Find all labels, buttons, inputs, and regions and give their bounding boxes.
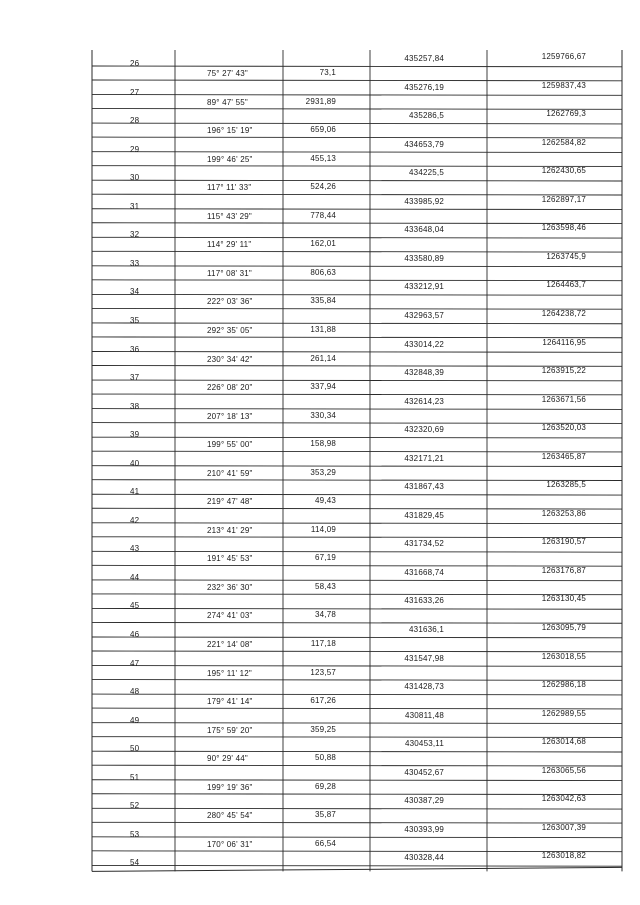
coordinate-y: 1259766,67 bbox=[541, 52, 586, 61]
segment-length: 455,13 bbox=[310, 153, 336, 163]
coordinate-y: 1263598,46 bbox=[541, 223, 586, 233]
direction-angle: 117° 08' 31" bbox=[207, 268, 252, 278]
coordinate-x: 432614,23 bbox=[404, 396, 444, 406]
direction-angle: 221° 14' 08" bbox=[207, 640, 253, 649]
point-number: 38 bbox=[130, 401, 140, 411]
coordinate-x: 430387,29 bbox=[404, 796, 444, 806]
point-number: 50 bbox=[130, 744, 140, 754]
point-number: 28 bbox=[130, 116, 140, 126]
coordinate-x: 430811,48 bbox=[404, 710, 444, 720]
direction-angle: 213° 41' 29" bbox=[207, 525, 253, 535]
point-number: 30 bbox=[130, 173, 140, 183]
point-number: 45 bbox=[130, 601, 140, 611]
coordinate-y: 1262769,3 bbox=[546, 109, 586, 119]
row-divider bbox=[92, 251, 622, 252]
segment-length: 131,88 bbox=[310, 324, 336, 334]
coordinate-y: 1262430,65 bbox=[541, 166, 586, 176]
coordinate-x: 431547,98 bbox=[404, 653, 444, 663]
point-number: 51 bbox=[130, 772, 140, 782]
segment-length: 778,44 bbox=[310, 210, 336, 220]
coordinate-y: 1264463,7 bbox=[546, 280, 586, 290]
row-divider bbox=[92, 723, 622, 724]
coordinate-x: 431428,73 bbox=[404, 682, 444, 692]
coordinate-y: 1263285,5 bbox=[546, 480, 586, 490]
row-divider bbox=[92, 480, 622, 481]
row-divider bbox=[92, 294, 622, 295]
point-number: 42 bbox=[130, 515, 140, 525]
coordinate-x: 435286,5 bbox=[409, 111, 444, 121]
row-divider bbox=[92, 751, 622, 752]
point-number: 40 bbox=[130, 458, 140, 468]
segment-length: 617,26 bbox=[310, 696, 336, 706]
row-divider bbox=[92, 152, 622, 153]
segment-length: 58,43 bbox=[314, 581, 336, 591]
row-divider bbox=[92, 865, 622, 866]
direction-angle: 210° 41' 59" bbox=[207, 468, 253, 478]
segment-length: 806,63 bbox=[310, 267, 336, 277]
segment-length: 69,28 bbox=[314, 781, 336, 791]
coordinate-x: 433212,91 bbox=[404, 282, 444, 292]
segment-length: 2931,89 bbox=[305, 96, 336, 106]
point-number: 37 bbox=[130, 373, 140, 383]
segment-length: 50,88 bbox=[314, 753, 336, 763]
coordinate-y: 1263190,57 bbox=[541, 537, 586, 547]
coordinate-x: 430453,11 bbox=[404, 739, 444, 749]
row-divider bbox=[92, 123, 622, 124]
direction-angle: 292° 35' 05" bbox=[207, 325, 253, 335]
coordinate-y: 1262986,18 bbox=[541, 680, 586, 690]
coordinate-y: 1263745,9 bbox=[546, 251, 586, 261]
coordinate-y: 1262584,82 bbox=[541, 137, 586, 147]
point-number: 41 bbox=[130, 487, 140, 497]
row-divider bbox=[92, 437, 622, 438]
point-number: 26 bbox=[130, 59, 140, 68]
segment-length: 49,43 bbox=[314, 496, 336, 506]
row-divider bbox=[92, 637, 622, 638]
row-divider bbox=[92, 780, 622, 781]
segment-length: 34,78 bbox=[314, 610, 336, 620]
segment-length: 117,18 bbox=[310, 639, 336, 648]
coordinate-y: 1263042,63 bbox=[541, 794, 586, 804]
segment-length: 330,34 bbox=[310, 410, 336, 420]
segment-length: 35,87 bbox=[314, 810, 336, 820]
row-divider bbox=[92, 580, 622, 581]
row-divider bbox=[92, 209, 622, 210]
coordinate-x: 432171,21 bbox=[404, 453, 444, 463]
direction-angle: 117° 11' 33" bbox=[207, 183, 252, 193]
coordinate-x: 432963,57 bbox=[404, 310, 444, 320]
coordinate-y: 1263018,55 bbox=[541, 651, 586, 661]
coordinate-x: 435257,84 bbox=[404, 54, 444, 63]
point-number: 27 bbox=[130, 87, 140, 97]
coordinate-y: 1263007,39 bbox=[541, 822, 586, 832]
direction-angle: 222° 03' 36" bbox=[207, 297, 253, 307]
point-number: 47 bbox=[130, 658, 140, 668]
coordinate-x: 433985,92 bbox=[404, 196, 444, 206]
row-divider bbox=[92, 608, 622, 609]
coordinate-x: 433014,22 bbox=[404, 339, 444, 349]
segment-length: 73,1 bbox=[319, 68, 336, 77]
row-divider bbox=[92, 837, 622, 838]
coordinate-y: 1262897,17 bbox=[541, 194, 586, 204]
coordinate-y: 1263176,87 bbox=[541, 565, 586, 575]
direction-angle: 280° 45' 54" bbox=[207, 811, 253, 821]
direction-angle: 75° 27' 43" bbox=[207, 69, 248, 78]
row-divider bbox=[92, 666, 622, 667]
point-number: 53 bbox=[130, 829, 140, 839]
point-number: 34 bbox=[130, 287, 140, 297]
direction-angle: 89° 47' 55" bbox=[207, 97, 248, 107]
coordinate-x: 433648,04 bbox=[404, 225, 444, 235]
row-divider bbox=[92, 494, 622, 495]
coordinate-x: 430452,67 bbox=[404, 767, 444, 777]
row-divider bbox=[92, 237, 622, 238]
segment-length: 114,09 bbox=[310, 524, 336, 534]
direction-angle: 195° 11' 12" bbox=[207, 668, 252, 678]
direction-angle: 226° 08' 20" bbox=[207, 383, 253, 393]
direction-angle: 199° 19' 36" bbox=[207, 782, 253, 792]
segment-length: 158,98 bbox=[310, 439, 336, 449]
coordinate-y: 1263014,68 bbox=[541, 737, 586, 747]
row-divider bbox=[92, 323, 622, 324]
segment-length: 261,14 bbox=[310, 353, 336, 363]
coordinate-x: 431829,45 bbox=[404, 510, 444, 520]
direction-angle: 232° 36' 30" bbox=[207, 582, 253, 592]
coordinate-x: 431867,43 bbox=[404, 482, 444, 492]
point-number: 44 bbox=[130, 572, 140, 582]
segment-length: 359,25 bbox=[310, 724, 336, 734]
coordinate-x: 431636,1 bbox=[409, 625, 444, 634]
coordinate-x: 434225,5 bbox=[409, 168, 444, 178]
coordinate-y: 1263465,87 bbox=[541, 451, 586, 461]
row-divider bbox=[92, 551, 622, 552]
point-number: 46 bbox=[130, 630, 140, 639]
coordinate-x: 431734,52 bbox=[404, 539, 444, 549]
direction-angle: 191° 45' 53" bbox=[207, 554, 253, 564]
coordinate-y: 1263065,56 bbox=[541, 765, 586, 775]
coordinate-x: 430393,99 bbox=[404, 824, 444, 834]
direction-angle: 114° 29' 11" bbox=[207, 240, 252, 250]
coordinate-y: 1263130,45 bbox=[541, 594, 586, 604]
row-divider bbox=[92, 409, 622, 410]
coordinate-y: 1264116,95 bbox=[542, 337, 586, 347]
segment-length: 659,06 bbox=[310, 125, 336, 135]
direction-angle: 115° 43' 29" bbox=[207, 211, 252, 221]
point-number: 49 bbox=[130, 715, 140, 725]
coordinate-y: 1259837,43 bbox=[541, 80, 586, 90]
row-divider bbox=[92, 95, 622, 96]
segment-length: 524,26 bbox=[310, 182, 336, 192]
segment-length: 67,19 bbox=[314, 553, 336, 563]
row-divider bbox=[92, 66, 622, 67]
coordinate-x: 430328,44 bbox=[404, 853, 444, 863]
direction-angle: 199° 55' 00" bbox=[207, 440, 253, 450]
direction-angle: 179° 41' 14" bbox=[207, 697, 253, 707]
coordinate-y: 1263095,79 bbox=[541, 623, 586, 632]
direction-angle: 175° 59' 20" bbox=[207, 725, 253, 735]
coordinate-y: 1263018,82 bbox=[541, 851, 586, 861]
row-divider bbox=[92, 352, 622, 353]
row-divider bbox=[92, 466, 622, 467]
direction-angle: 199° 46' 25" bbox=[207, 154, 253, 164]
segment-length: 353,29 bbox=[310, 467, 336, 477]
coordinate-y: 1262989,55 bbox=[541, 708, 586, 718]
direction-angle: 207° 18' 13" bbox=[207, 411, 253, 421]
point-number: 33 bbox=[130, 258, 140, 268]
table-border-bottom bbox=[92, 867, 622, 871]
coordinate-y: 1263520,03 bbox=[541, 423, 586, 433]
point-number: 39 bbox=[130, 430, 140, 440]
segment-length: 66,54 bbox=[314, 838, 336, 848]
coordinate-x: 434653,79 bbox=[404, 139, 444, 149]
segment-length: 335,84 bbox=[310, 296, 336, 306]
row-divider bbox=[92, 109, 622, 110]
coordinate-x: 432848,39 bbox=[404, 368, 444, 378]
row-divider bbox=[92, 523, 622, 524]
segment-length: 337,94 bbox=[310, 382, 336, 392]
coordinate-x: 433580,89 bbox=[404, 253, 444, 263]
row-divider bbox=[92, 808, 622, 809]
coordinate-y: 1263253,86 bbox=[541, 508, 586, 518]
row-divider bbox=[92, 180, 622, 181]
point-number: 54 bbox=[130, 858, 140, 868]
direction-angle: 230° 34' 42" bbox=[207, 354, 253, 364]
point-number: 31 bbox=[130, 201, 140, 211]
direction-angle: 219° 47' 48" bbox=[207, 497, 253, 507]
coordinate-x: 431668,74 bbox=[404, 567, 444, 577]
row-divider bbox=[92, 380, 622, 381]
coordinate-y: 1263915,22 bbox=[541, 366, 586, 376]
point-number: 32 bbox=[130, 230, 140, 240]
coordinate-x: 435276,19 bbox=[404, 82, 444, 92]
point-number: 48 bbox=[130, 687, 140, 697]
direction-angle: 274° 41' 03" bbox=[207, 611, 253, 621]
direction-angle: 90° 29' 44" bbox=[207, 754, 248, 764]
row-divider bbox=[92, 694, 622, 695]
coordinate-x: 431633,26 bbox=[404, 596, 444, 606]
coordinate-y: 1264238,72 bbox=[541, 308, 586, 318]
row-divider bbox=[92, 266, 622, 267]
row-divider bbox=[92, 280, 622, 281]
coordinate-x: 432320,69 bbox=[404, 425, 444, 435]
point-number: 35 bbox=[130, 315, 140, 325]
point-number: 36 bbox=[130, 344, 140, 354]
direction-angle: 196° 15' 19" bbox=[207, 126, 253, 136]
point-number: 52 bbox=[130, 801, 140, 811]
coordinate-y: 1263671,56 bbox=[541, 394, 586, 404]
direction-angle: 170° 06' 31" bbox=[207, 839, 253, 849]
point-number: 43 bbox=[130, 544, 140, 554]
segment-length: 123,57 bbox=[310, 667, 336, 677]
segment-length: 162,01 bbox=[310, 239, 336, 249]
point-number: 29 bbox=[130, 144, 140, 154]
